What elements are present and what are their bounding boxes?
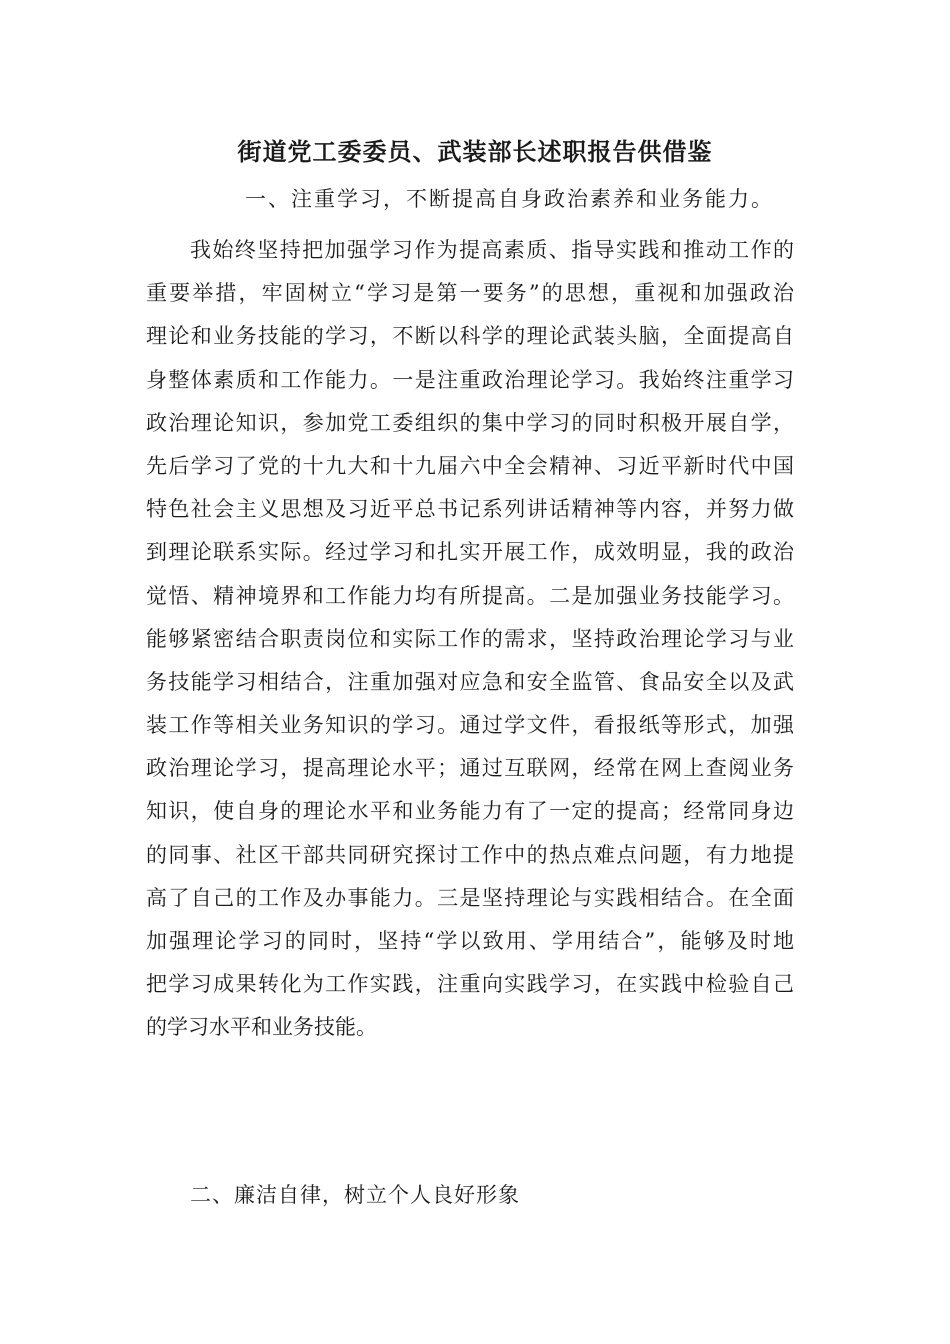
body-line: 我始终坚持把加强学习作为提高素质、指导实践和推动工作的 [190,238,794,262]
section-2-heading: 二、廉洁自律，树立个人良好形象 [190,1183,520,1207]
section-1-body [146,229,794,1050]
body-line: 重要举措，牢固树立“学习是第一要务”的思想，重视和加强政治 [146,281,794,306]
body-line: 理论和业务技能的学习，不断以科学的理论武装头脑，全面提高自 [146,324,794,349]
body-line: 先后学习了党的十九大和十九届六中全会精神、习近平新时代中国 [146,453,794,478]
body-line: 政治理论学习，提高理论水平；通过互联网，经常在网上查阅业务 [146,756,794,781]
body-line: 知识，使自身的理论水平和业务能力有了一定的提高；经常同身边 [146,799,794,824]
body-line: 高了自己的工作及办事能力。三是坚持理论与实践相结合。在全面 [146,885,794,910]
body-line: 觉悟、精神境界和工作能力均有所提高。二是加强业务技能学习。 [146,583,794,608]
section-1-heading: 一、注重学习，不断提高自身政治素养和业务能力。 [245,187,774,211]
body-line: 装工作等相关业务知识的学习。通过学文件，看报纸等形式，加强 [146,713,794,738]
document-title: 街道党工委委员、武装部长述职报告供借鉴 [237,137,713,166]
body-line: 到理论联系实际。经过学习和扎实开展工作，成效明显，我的政治 [146,540,794,565]
body-line: 特色社会主义思想及习近平总书记系列讲话精神等内容，并努力做 [146,497,794,522]
body-line: 加强理论学习的同时，坚持“学以致用、学用结合”，能够及时地 [146,929,794,953]
body-line: 务技能学习相结合，注重加强对应急和安全监管、食品安全以及武 [146,669,794,694]
body-line: 政治理论知识，参加党工委组织的集中学习的同时积极开展自学， [146,410,794,435]
body-line: 把学习成果转化为工作实践，注重向实践学习，在实践中检验自己 [146,972,794,997]
body-line: 身整体素质和工作能力。一是注重政治理论学习。我始终注重学习 [146,367,794,392]
body-line: 的同事、社区干部共同研究探讨工作中的热点难点问题，有力地提 [146,842,794,867]
body-line: 能够紧密结合职责岗位和实际工作的需求，坚持政治理论学习与业 [146,626,794,651]
body-line: 的学习水平和业务技能。 [146,1015,377,1040]
